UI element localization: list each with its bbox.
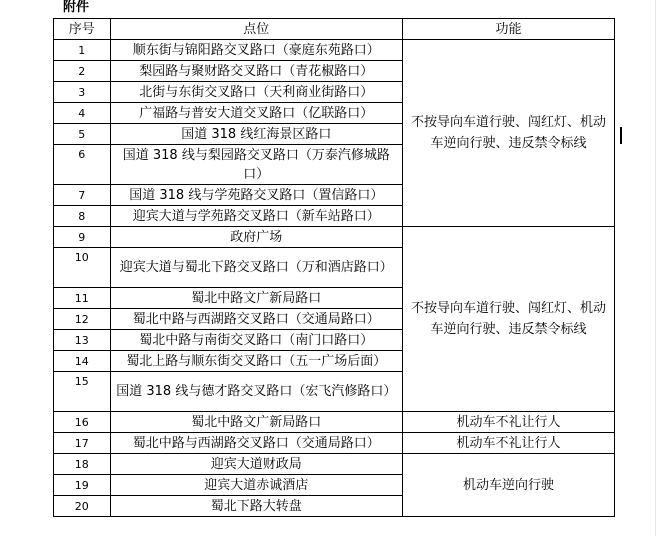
location-table: [53, 18, 615, 517]
page-edge-guide: [655, 0, 656, 536]
row-number: 18: [54, 454, 111, 475]
function-cell: [403, 227, 615, 412]
row-number: 20: [54, 496, 111, 517]
row-location: 顺东街与锦阳路交叉路口（豪庭东苑路口）: [110, 40, 403, 61]
table-header-row: [54, 19, 615, 40]
row-number: 11: [54, 288, 111, 309]
row-location: 国道 318 线红海景区路口: [110, 124, 403, 145]
row-number: 17: [54, 433, 111, 454]
row-number: 5: [54, 124, 111, 145]
function-text: 不按导向车道行驶、闯红灯、机动车逆向行驶、违反禁令标线: [411, 301, 607, 337]
row-number: 6: [54, 145, 111, 185]
row-number: 15: [54, 372, 111, 412]
table-row: [54, 227, 615, 248]
function-cell: 机动车逆向行驶: [403, 454, 615, 517]
row-location: 梨园路与聚财路交叉路口（青花椒路口）: [110, 61, 403, 82]
table-row: [54, 454, 615, 475]
header-function: 功能: [403, 19, 615, 40]
table-row: [54, 433, 615, 454]
row-number: 9: [54, 227, 111, 248]
row-location: 迎宾大道与学苑路交叉路口（新车站路口）: [110, 206, 403, 227]
function-text: 不按导向车道行驶、闯红灯、机动车逆向行驶、违反禁令标线: [411, 115, 607, 151]
row-number: 10: [54, 248, 111, 288]
row-location: 蜀北中路与西湖路交叉路口（交通局路口）: [110, 433, 403, 454]
row-location: 迎宾大道与蜀北下路交叉路口（万和酒店路口）: [110, 248, 403, 288]
row-number: 2: [54, 61, 111, 82]
row-location: 蜀北中路文广新局路口: [110, 288, 403, 309]
row-location: 国道 318 线与德才路交叉路口（宏飞汽修路口）: [110, 372, 403, 412]
row-number: 12: [54, 309, 111, 330]
row-number: 16: [54, 412, 111, 433]
row-location: 迎宾大道赤诚酒店: [110, 475, 403, 496]
function-cell: 机动车不礼让行人: [403, 412, 615, 433]
row-location: 蜀北中路与西湖路交叉路口（交通局路口）: [110, 309, 403, 330]
table-row: [54, 40, 615, 61]
row-location: 蜀北上路与顺东街交叉路口（五一广场后面）: [110, 351, 403, 372]
row-number: 19: [54, 475, 111, 496]
row-location: 蜀北中路文广新局路口: [110, 412, 403, 433]
row-number: 4: [54, 103, 111, 124]
row-location: 迎宾大道财政局: [110, 454, 403, 475]
header-location: 点位: [110, 19, 403, 40]
row-location: 广福路与普安大道交叉路口（亿联路口）: [110, 103, 403, 124]
attachment-heading: 附件: [63, 0, 90, 15]
row-number: 7: [54, 185, 111, 206]
row-number: 13: [54, 330, 111, 351]
row-location: 蜀北下路大转盘: [110, 496, 403, 517]
row-location: 蜀北中路与南街交叉路口（南门口路口）: [110, 330, 403, 351]
header-seq: 序号: [54, 19, 111, 40]
function-cell: [403, 40, 615, 227]
row-number: 1: [54, 40, 111, 61]
text-cursor: [620, 127, 622, 144]
row-location: 北街与东街交叉路口（天利商业街路口）: [110, 82, 403, 103]
row-number: 8: [54, 206, 111, 227]
row-location: 国道 318 线与梨园路交叉路口（万泰汽修城路口）: [110, 145, 403, 185]
row-number: 14: [54, 351, 111, 372]
table-row: [54, 412, 615, 433]
row-number: 3: [54, 82, 111, 103]
row-location: 政府广场: [110, 227, 403, 248]
row-location: 国道 318 线与学苑路交叉路口（置信路口）: [110, 185, 403, 206]
function-cell: 机动车不礼让行人: [403, 433, 615, 454]
